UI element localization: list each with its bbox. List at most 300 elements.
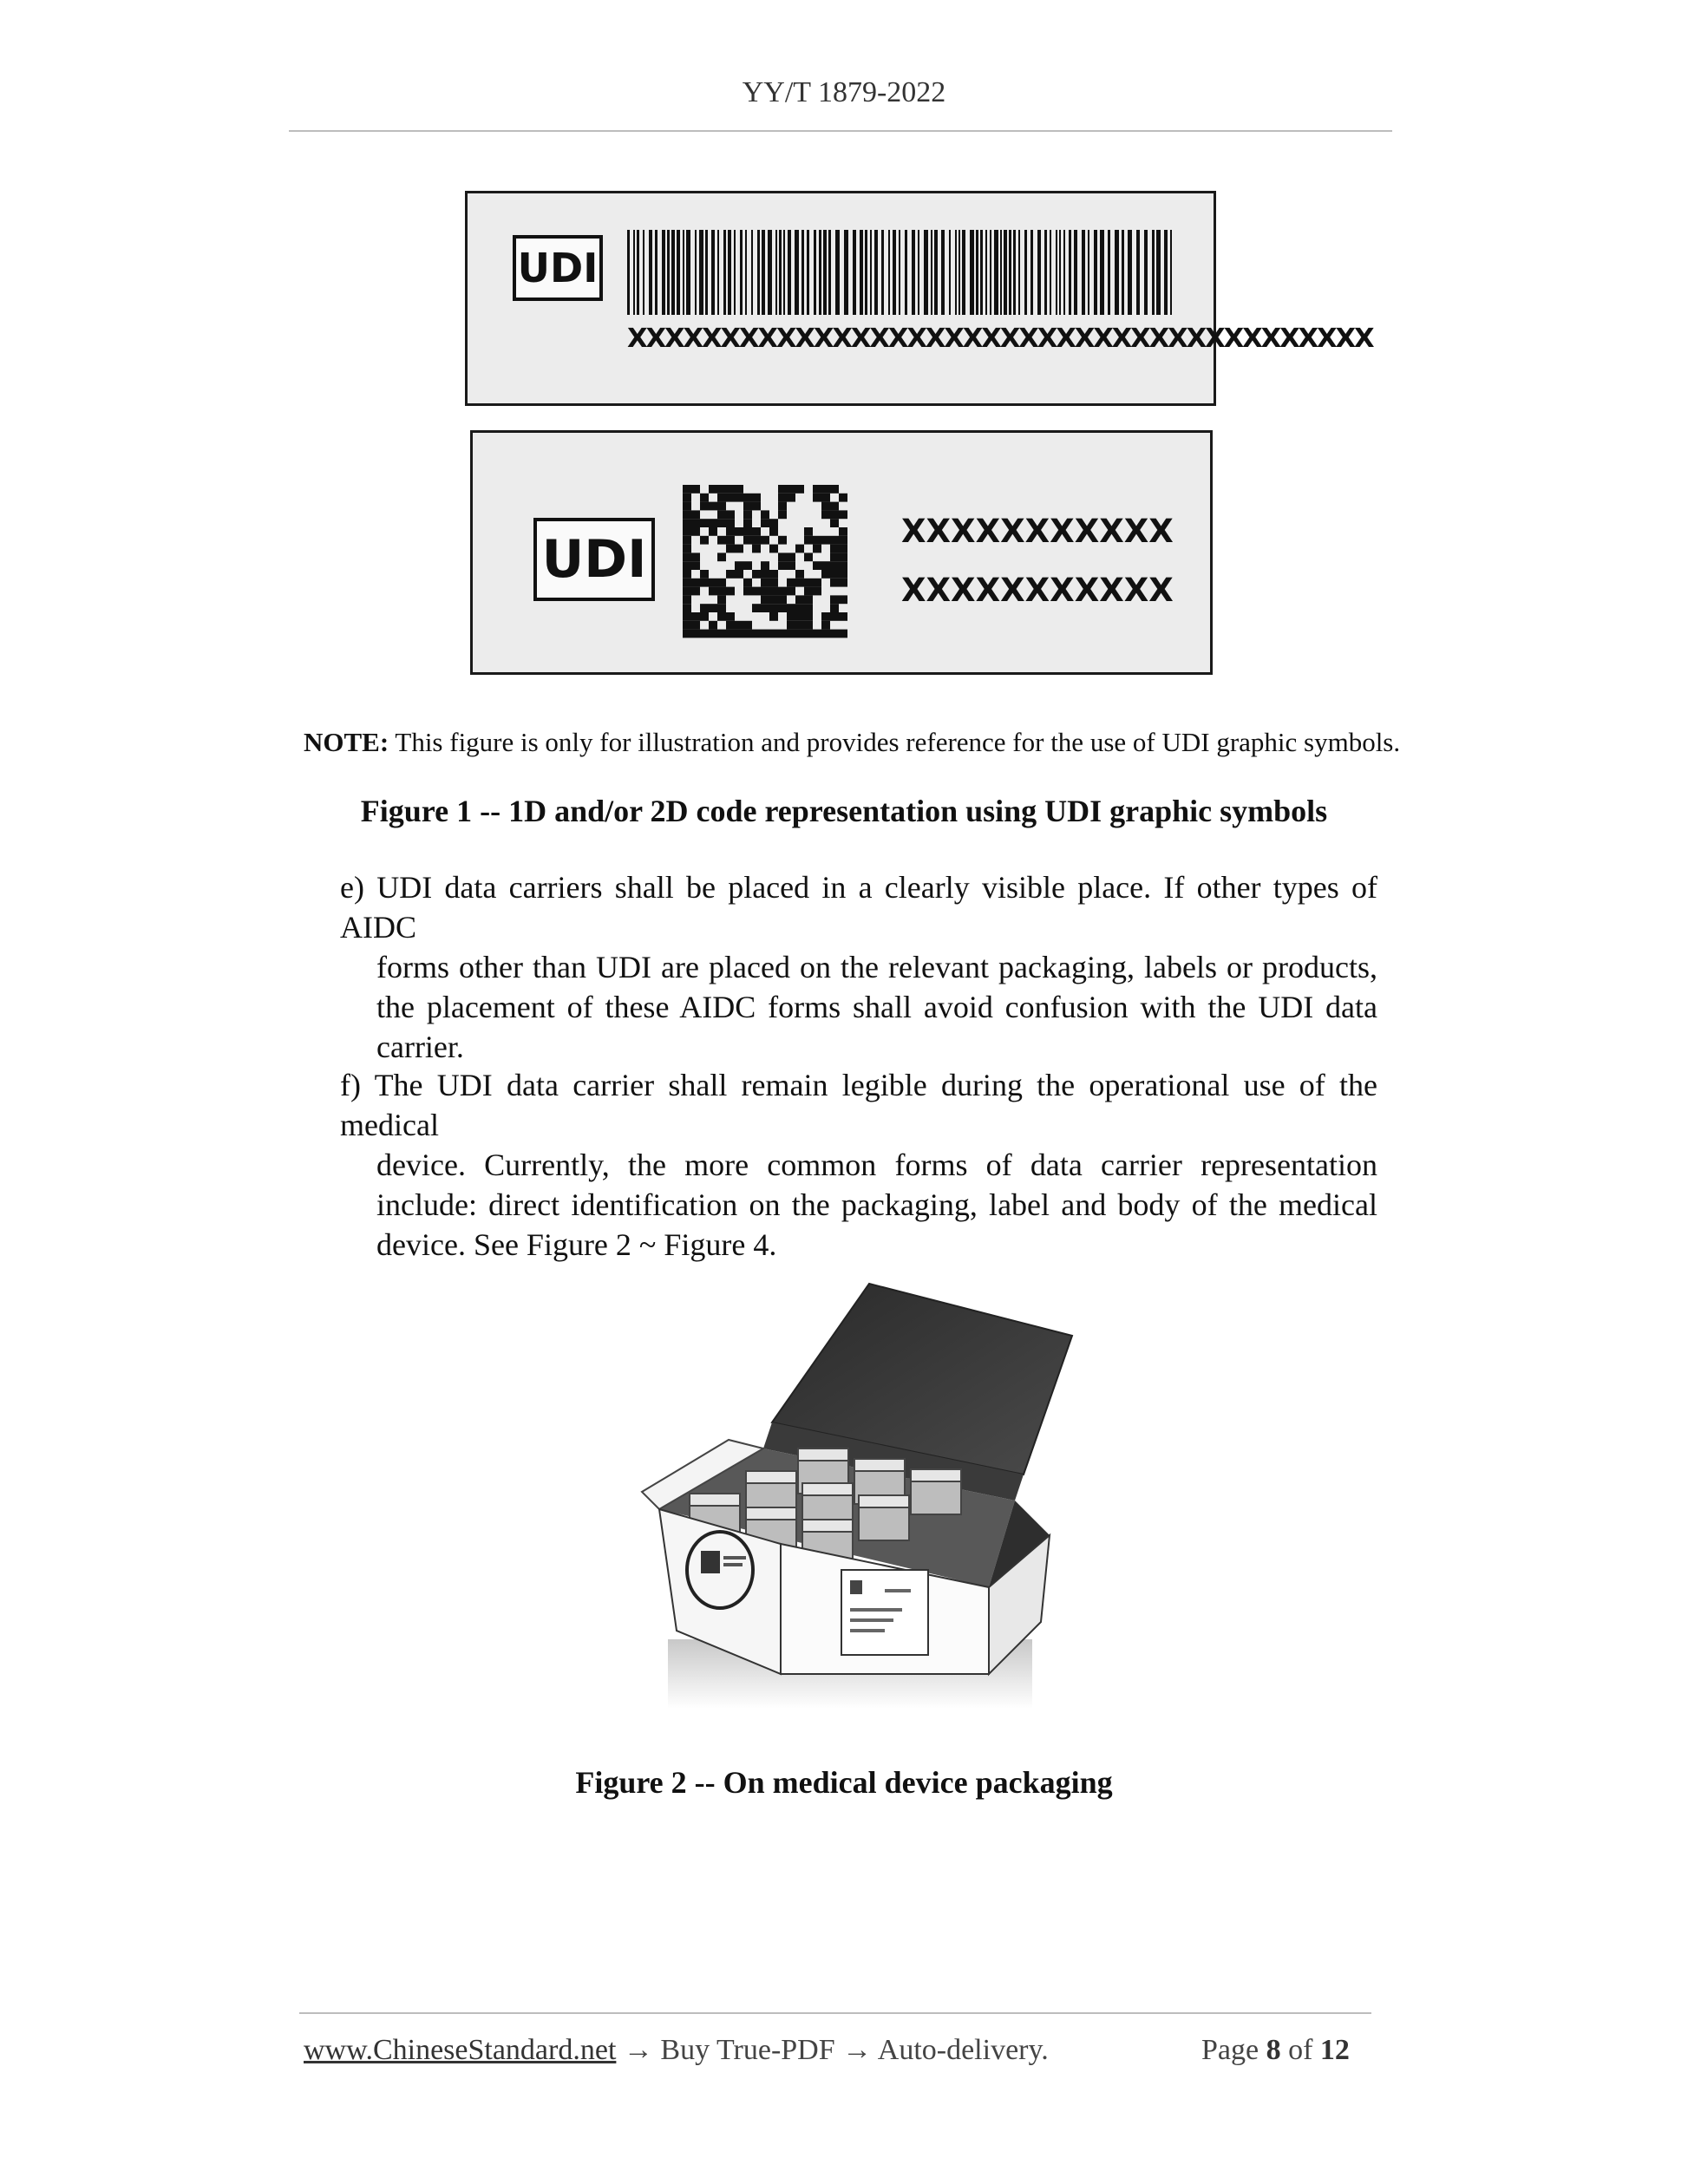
matrix-module <box>700 536 709 545</box>
barcode-bar <box>1074 230 1077 315</box>
matrix-module <box>821 485 830 494</box>
barcode-bar <box>1094 230 1097 315</box>
matrix-module <box>735 630 743 638</box>
barcode-bar <box>1063 230 1065 315</box>
barcode-bar <box>717 230 719 315</box>
page-number <box>1201 2034 1350 2067</box>
barcode-bar <box>931 230 932 315</box>
box-2d-code <box>701 1551 720 1573</box>
matrix-module <box>752 536 761 545</box>
matrix-module <box>769 587 778 596</box>
matrix-module <box>795 595 804 604</box>
matrix-module <box>683 502 691 511</box>
matrix-module <box>787 612 795 621</box>
barcode-bar <box>865 230 867 315</box>
barcode-bar <box>801 230 804 315</box>
matrix-module <box>839 579 847 587</box>
matrix-module <box>830 595 839 604</box>
barcode-bar <box>699 230 703 315</box>
barcode-bar <box>745 230 747 315</box>
matrix-module <box>717 536 726 545</box>
matrix-module <box>709 604 717 612</box>
barcode-bar <box>1115 230 1119 315</box>
matrix-module <box>726 494 735 502</box>
matrix-module <box>821 494 830 502</box>
barcode-bar <box>1144 230 1148 315</box>
matrix-module <box>717 485 726 494</box>
page-header: YY/T 1879-2022 <box>742 76 946 108</box>
barcode-bar <box>893 230 896 315</box>
matrix-module <box>683 519 691 527</box>
matrix-module <box>787 587 795 596</box>
barcode-bar <box>1056 230 1057 315</box>
matrix-module <box>804 604 813 612</box>
matrix-module <box>821 570 830 579</box>
barcode-bar <box>1082 230 1085 315</box>
barcode-bar <box>835 230 840 315</box>
barcode-bar <box>888 230 890 315</box>
matrix-module <box>804 536 813 545</box>
barcode-bar <box>667 230 670 315</box>
note-text: This figure is only for illustration and provides reference for the use of UDI graphic symbols. <box>389 727 1401 757</box>
barcode-bar <box>844 230 848 315</box>
barcode-bar <box>1050 230 1051 315</box>
barcode-bar <box>1128 230 1132 315</box>
barcode-bar <box>649 230 652 315</box>
matrix-module <box>726 545 735 553</box>
matrix-module <box>717 553 726 561</box>
matrix-module <box>726 587 735 596</box>
matrix-module <box>743 536 752 545</box>
matrix-module <box>691 553 700 561</box>
barcode-bar <box>795 230 799 315</box>
barcode-bar <box>985 230 987 315</box>
matrix-module <box>709 519 717 527</box>
matrix-module <box>683 595 691 604</box>
matrix-module <box>700 570 709 579</box>
matrix-module <box>683 604 691 612</box>
barcode-bar <box>899 230 900 315</box>
matrix-module <box>743 502 752 511</box>
barcode-bar <box>627 230 630 315</box>
matrix-module <box>839 553 847 561</box>
matrix-module <box>743 579 752 587</box>
matrix-module <box>839 570 847 579</box>
matrix-module <box>709 527 717 536</box>
matrix-module <box>743 519 752 527</box>
matrix-module <box>691 485 700 494</box>
barcode-bar <box>633 230 635 315</box>
matrix-module <box>726 570 735 579</box>
paragraph-f-body: device. Currently, the more common forms of data carrier representation include: direct identification on the packaging, label and body of the medical device. See Figure 2 ~ Figure 4. <box>376 1148 1377 1262</box>
matrix-module <box>821 630 830 638</box>
matrix-module <box>691 587 700 596</box>
barcode-bar <box>874 230 878 315</box>
matrix-module <box>683 510 691 519</box>
matrix-module <box>709 485 717 494</box>
barcode-bar <box>949 230 951 315</box>
matrix-module <box>726 621 735 630</box>
matrix-module <box>839 612 847 621</box>
matrix-module <box>717 595 726 604</box>
matrix-module <box>761 630 769 638</box>
matrix-module <box>735 485 743 494</box>
matrix-module <box>743 587 752 596</box>
matrix-module <box>830 536 839 545</box>
matrix-module <box>691 612 700 621</box>
matrix-module <box>717 612 726 621</box>
matrix-module <box>683 536 691 545</box>
matrix-module <box>813 536 821 545</box>
matrix-module <box>700 612 709 621</box>
barcode-bar <box>853 230 856 315</box>
matrix-module <box>804 630 813 638</box>
figure-note <box>304 727 1401 758</box>
barcode-bar <box>990 230 991 315</box>
matrix-module <box>795 630 804 638</box>
matrix-module <box>726 630 735 638</box>
page-total: 12 <box>1319 2034 1350 2066</box>
matrix-module <box>769 630 778 638</box>
barcode-bar <box>962 230 965 315</box>
matrix-module <box>726 536 735 545</box>
matrix-module <box>700 630 709 638</box>
matrix-module <box>830 570 839 579</box>
matrix-module <box>743 494 752 502</box>
barcode-bar <box>912 230 915 315</box>
matrix-module <box>769 612 778 621</box>
barcode-bar <box>994 230 998 315</box>
matrix-module <box>761 595 769 604</box>
matrix-module <box>743 630 752 638</box>
udi-1d-panel <box>465 191 1373 406</box>
matrix-module <box>787 630 795 638</box>
matrix-module <box>726 519 735 527</box>
barcode-bar <box>823 230 827 315</box>
matrix-module <box>683 527 691 536</box>
matrix-module <box>795 612 804 621</box>
matrix-module <box>761 604 769 612</box>
matrix-module <box>830 485 839 494</box>
barcode-bar <box>1122 230 1124 315</box>
matrix-module <box>830 510 839 519</box>
matrix-module <box>813 579 821 587</box>
matrix-module <box>717 587 726 596</box>
barcode-bar <box>970 230 974 315</box>
matrix-module <box>769 570 778 579</box>
matrix-module <box>743 561 752 570</box>
matrix-module <box>804 553 813 561</box>
barcode-bar <box>1044 230 1047 315</box>
barcode-bar <box>723 230 726 315</box>
matrix-module <box>700 519 709 527</box>
barcode-bar <box>1152 230 1155 315</box>
matrix-module <box>761 536 769 545</box>
matrix-module <box>813 494 821 502</box>
udi-2d-panel <box>470 430 1213 675</box>
matrix-module <box>735 545 743 553</box>
matrix-module <box>735 621 743 630</box>
matrix-module <box>839 494 847 502</box>
matrix-module <box>717 510 726 519</box>
matrix-module <box>795 545 804 553</box>
barcode-bar <box>905 230 907 315</box>
paragraph-e-body: forms other than UDI are placed on the relevant packaging, labels or products, the placement of these AIDC forms shall avoid confusion with the UDI data carrier. <box>376 950 1377 1064</box>
barcode-bar <box>768 230 772 315</box>
barcode-1d <box>627 230 1172 315</box>
matrix-module <box>691 527 700 536</box>
matrix-module <box>830 604 839 612</box>
barcode-bar <box>751 230 753 315</box>
barcode-bar <box>1088 230 1089 315</box>
matrix-module <box>804 527 813 536</box>
footer-left <box>304 2034 1049 2067</box>
barcode-bar <box>828 230 831 315</box>
matrix-module <box>787 485 795 494</box>
matrix-module <box>778 595 787 604</box>
barcode-bar <box>1156 230 1161 315</box>
matrix-module <box>735 561 743 570</box>
matrix-module <box>769 519 778 527</box>
matrix-module <box>761 510 769 519</box>
matrix-module <box>726 527 735 536</box>
matrix-module <box>752 545 761 553</box>
barcode-bar <box>1170 230 1172 315</box>
page-label: Page <box>1201 2034 1259 2066</box>
matrix-module <box>839 630 847 638</box>
matrix-module <box>752 570 761 579</box>
footer-rule <box>299 2012 1371 2014</box>
matrix-module <box>717 494 726 502</box>
matrix-module <box>752 527 761 536</box>
matrix-module <box>691 561 700 570</box>
matrix-module <box>691 510 700 519</box>
matrix-module <box>752 587 761 596</box>
matrix-module <box>778 630 787 638</box>
barcode-bar <box>958 230 960 315</box>
matrix-module <box>830 519 839 527</box>
matrix-module <box>683 630 691 638</box>
barcode-bar <box>711 230 715 315</box>
paragraph-e <box>340 867 1377 1067</box>
matrix-module <box>821 502 830 511</box>
barcode-bar <box>783 230 785 315</box>
matrix-module <box>726 612 735 621</box>
matrix-module <box>717 519 726 527</box>
barcode-bar <box>671 230 675 315</box>
matrix-module <box>821 510 830 519</box>
barcode-bar <box>779 230 782 315</box>
matrix-module <box>821 536 830 545</box>
matrix-module <box>795 570 804 579</box>
matrix-module <box>778 604 787 612</box>
barcode-bar <box>662 230 665 315</box>
matrix-module <box>761 519 769 527</box>
barcode-bar <box>1136 230 1140 315</box>
matrix-module <box>787 579 795 587</box>
matrix-module <box>821 561 830 570</box>
paragraph-f <box>340 1065 1377 1265</box>
matrix-module <box>795 604 804 612</box>
packaging-illustration <box>642 1275 1093 1726</box>
datamatrix-2d <box>683 485 847 638</box>
barcode-bar <box>695 230 697 315</box>
barcode-bar <box>1024 230 1027 315</box>
pack <box>911 1469 961 1514</box>
barcode-bar <box>757 230 760 315</box>
barcode-bar <box>775 230 777 315</box>
matrix-module <box>717 502 726 511</box>
matrix-module <box>691 630 700 638</box>
barcode-bar <box>860 230 863 315</box>
barcode-bar <box>807 230 809 315</box>
barcode-bar <box>677 230 680 315</box>
matrix-module <box>735 494 743 502</box>
matrix-module <box>830 553 839 561</box>
matrix-module <box>743 510 752 519</box>
barcode-bar <box>655 230 658 315</box>
barcode-bar <box>1013 230 1016 315</box>
barcode-bar <box>1030 230 1033 315</box>
barcode-bar <box>740 230 743 315</box>
hri-line-2: XXXXXXXXXXX <box>901 572 1174 609</box>
footer-tagline: → Buy True-PDF → Auto-delivery. <box>616 2034 1049 2066</box>
matrix-module <box>787 621 795 630</box>
matrix-module <box>683 570 691 579</box>
barcode-bar <box>1108 230 1110 315</box>
matrix-module <box>691 579 700 587</box>
matrix-module <box>683 494 691 502</box>
matrix-module <box>743 527 752 536</box>
matrix-module <box>683 545 691 553</box>
matrix-module <box>709 579 717 587</box>
matrix-module <box>717 604 726 612</box>
barcode-bar <box>918 230 919 315</box>
matrix-module <box>726 510 735 519</box>
barcode-bar <box>934 230 938 315</box>
matrix-module <box>769 604 778 612</box>
barcode-bar <box>1000 230 1002 315</box>
matrix-module <box>683 612 691 621</box>
matrix-module <box>830 502 839 511</box>
matrix-module <box>769 545 778 553</box>
barcode-bar <box>814 230 816 315</box>
barcode-bar <box>1100 230 1104 315</box>
matrix-module <box>726 485 735 494</box>
paragraph-e-first-line: e) UDI data carriers shall be placed in a clearly visible place. If other types of AIDC <box>340 870 1377 945</box>
figure-1-caption: Figure 1 -- 1D and/or 2D code representation using UDI graphic symbols <box>360 794 1328 828</box>
matrix-module <box>795 579 804 587</box>
hri-line-1: XXXXXXXXXXX <box>901 513 1174 550</box>
matrix-module <box>839 536 847 545</box>
matrix-module <box>813 630 821 638</box>
matrix-module <box>778 553 787 561</box>
matrix-module <box>839 561 847 570</box>
matrix-module <box>769 595 778 604</box>
matrix-module <box>778 536 787 545</box>
matrix-module <box>813 587 821 596</box>
matrix-module <box>787 494 795 502</box>
matrix-module <box>752 604 761 612</box>
matrix-module <box>830 545 839 553</box>
barcode-bar <box>1059 230 1061 315</box>
matrix-module <box>839 545 847 553</box>
matrix-module <box>761 570 769 579</box>
barcode-bar <box>955 230 957 315</box>
matrix-module <box>830 561 839 570</box>
matrix-module <box>683 553 691 561</box>
barcode-bar <box>819 230 821 315</box>
matrix-module <box>735 527 743 536</box>
matrix-module <box>778 561 787 570</box>
matrix-module <box>752 630 761 638</box>
matrix-module <box>839 595 847 604</box>
matrix-module <box>813 561 821 570</box>
barcode-bar <box>643 230 644 315</box>
barcode-bar <box>762 230 765 315</box>
matrix-module <box>778 587 787 596</box>
matrix-module <box>700 604 709 612</box>
matrix-module <box>804 612 813 621</box>
matrix-module <box>717 579 726 587</box>
header-rule <box>289 130 1392 132</box>
matrix-module <box>717 630 726 638</box>
matrix-module <box>795 485 804 494</box>
barcode-bar <box>1164 230 1168 315</box>
barcode-bar <box>870 230 872 315</box>
matrix-module <box>709 502 717 511</box>
matrix-module <box>830 579 839 587</box>
barcode-bar <box>1037 230 1041 315</box>
barcode-bar <box>728 230 731 315</box>
matrix-module <box>787 553 795 561</box>
matrix-module <box>787 604 795 612</box>
barcode-bar <box>683 230 684 315</box>
udi-logo: UDI <box>513 235 603 301</box>
barcode-bar <box>941 230 945 315</box>
matrix-module <box>804 621 813 630</box>
matrix-module <box>804 587 813 596</box>
matrix-module <box>769 579 778 587</box>
barcode-bar <box>686 230 690 315</box>
matrix-module <box>683 485 691 494</box>
barcode-bar <box>637 230 639 315</box>
matrix-module <box>683 587 691 596</box>
matrix-module <box>804 579 813 587</box>
matrix-module <box>761 561 769 570</box>
matrix-module <box>691 621 700 630</box>
website-link[interactable]: www.ChineseStandard.net <box>304 2034 617 2066</box>
matrix-module <box>778 510 787 519</box>
matrix-module <box>830 630 839 638</box>
matrix-module <box>795 621 804 630</box>
matrix-module <box>804 595 813 604</box>
matrix-module <box>700 494 709 502</box>
barcode-bar <box>1018 230 1020 315</box>
barcode-bar <box>976 230 978 315</box>
matrix-module <box>761 579 769 587</box>
barcode-bar <box>1069 230 1071 315</box>
matrix-module <box>700 502 709 511</box>
udi-logo: UDI <box>533 518 655 601</box>
matrix-module <box>778 485 787 494</box>
matrix-module <box>813 485 821 494</box>
figure-2-caption: Figure 2 -- On medical device packaging <box>575 1765 1113 1800</box>
matrix-module <box>752 494 761 502</box>
matrix-module <box>683 579 691 587</box>
matrix-module <box>709 621 717 630</box>
barcode-bar <box>881 230 884 315</box>
